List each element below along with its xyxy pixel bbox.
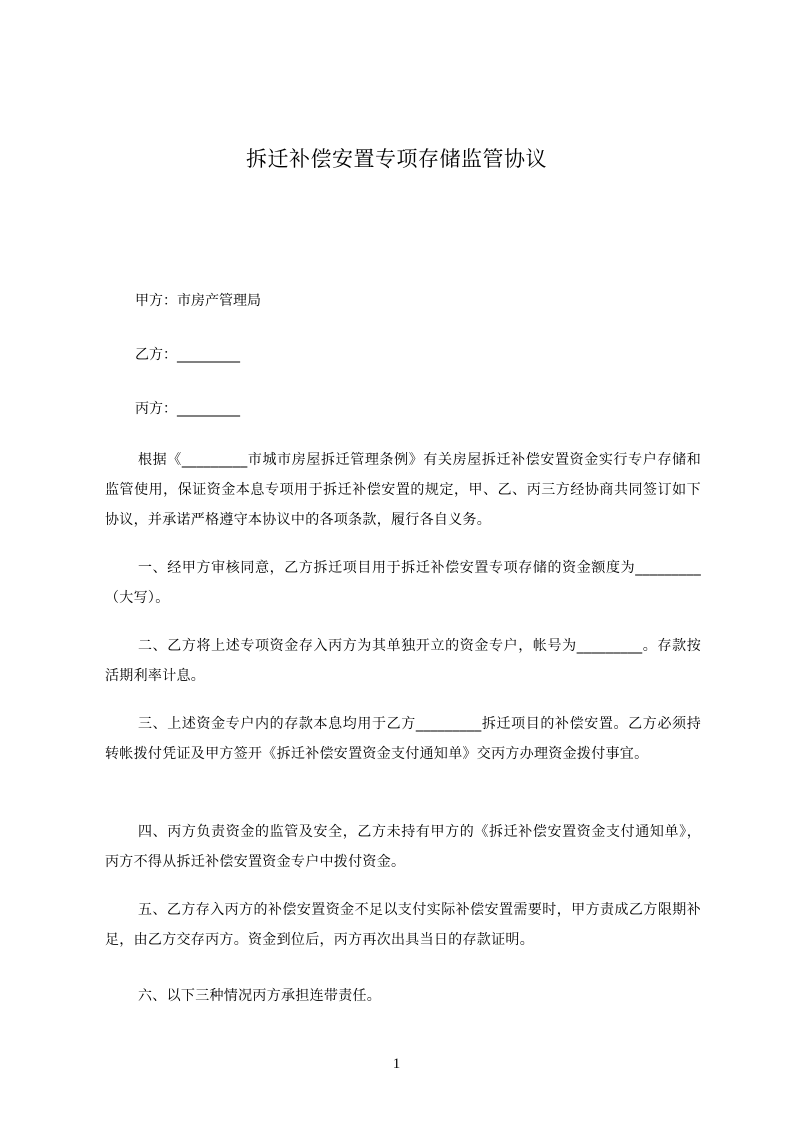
page-number: 1 bbox=[392, 1056, 401, 1072]
clause-3: 三、上述资金专户内的存款本息均用于乙方_________拆迁项目的补偿安置。乙方必须持转帐拨付凭证及甲方签开《拆迁补偿安置资金支付通知单》交丙方办理资金拨付事宜。 bbox=[105, 716, 701, 762]
clause-4: 四、丙方负责资金的监管及安全，乙方未持有甲方的《拆迁补偿安置资金支付通知单》，丙方不得从拆迁补偿安置资金专户中拨付资金。 bbox=[105, 824, 701, 870]
clause-6: 六、以下三种情况丙方承担连带责任。 bbox=[138, 988, 382, 1004]
party-c: 丙方：_________ bbox=[135, 401, 240, 417]
document-title: 拆迁补偿安置专项存储监管协议 bbox=[246, 147, 547, 171]
party-b: 乙方：_________ bbox=[135, 347, 240, 363]
preamble-paragraph: 根据《_________市城市房屋拆迁管理条例》有关房屋拆迁补偿安置资金实行专户存储和监管使用，保证资金本息专项用于拆迁补偿安置的规定，甲、乙、丙三方经协商共同签订如下协议，并承诺严格遵守本协议中的各项条款，履行各自义务。 bbox=[105, 452, 701, 528]
clause-5: 五、乙方存入丙方的补偿安置资金不足以支付实际补偿安置需要时，甲方责成乙方限期补足，由乙方交存丙方。资金到位后，丙方再次出具当日的存款证明。 bbox=[105, 902, 701, 948]
party-a: 甲方：市房产管理局 bbox=[135, 293, 261, 309]
clause-2: 二、乙方将上述专项资金存入丙方为其单独开立的资金专户，帐号为_________。存款按活期利率计息。 bbox=[105, 638, 701, 684]
clause-1: 一、经甲方审核同意，乙方拆迁项目用于拆迁补偿安置专项存储的资金额度为_________（大写）。 bbox=[105, 560, 701, 606]
